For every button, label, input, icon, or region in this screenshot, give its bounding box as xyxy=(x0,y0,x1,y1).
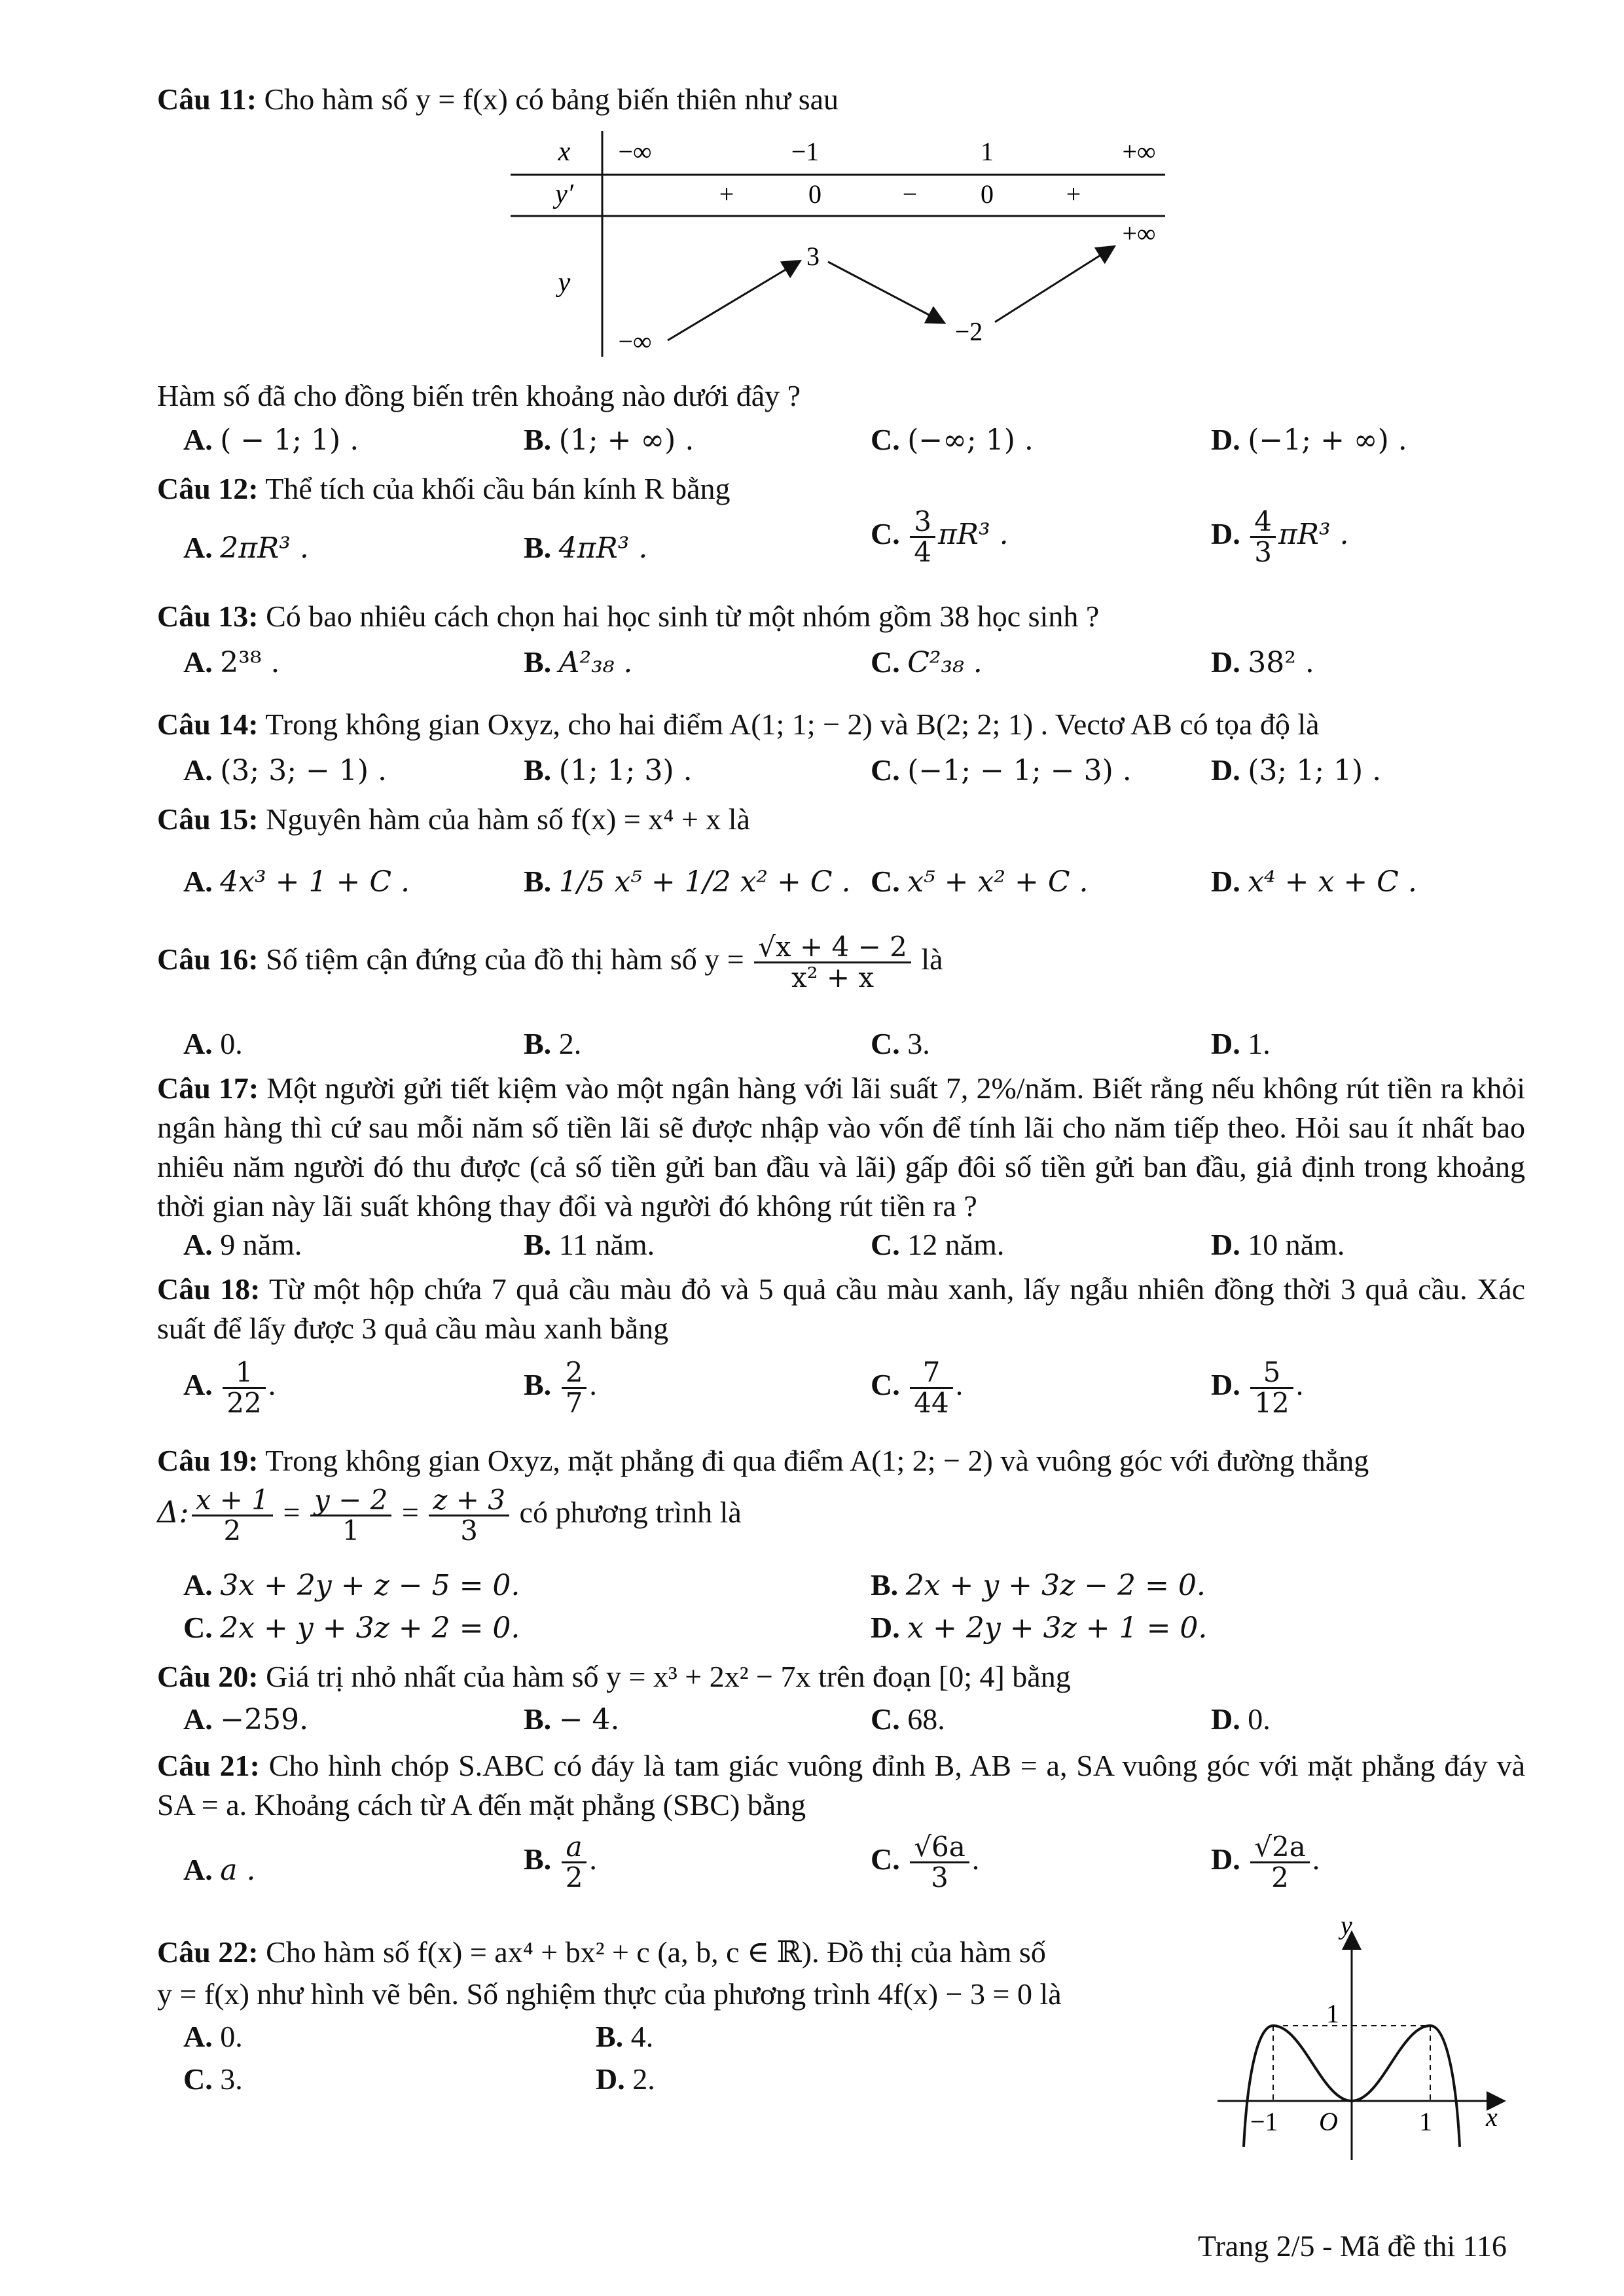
q14-option-d[interactable]: D. (3; 1; 1) . xyxy=(1211,753,1382,787)
q15-label: Câu 15: xyxy=(157,802,259,836)
q19-option-a[interactable]: A. 3x + 2y + z − 5 = 0. xyxy=(183,1568,520,1602)
q21-stem xyxy=(157,1746,1525,1825)
row-x-label: x xyxy=(558,137,571,167)
q18-text: Từ một hộp chứa 7 quả cầu màu đỏ và 5 quả cầu màu xanh, lấy ngẫu nhiên đồng thời 3 quả cầu. Xác suất để lấy được 3 quả cầu màu xanh bằng xyxy=(157,1272,1525,1345)
q21-option-b[interactable]: B. $\frac{a}{2}$ . xyxy=(524,1831,597,1894)
row-yprime-label: y′ xyxy=(555,179,573,209)
q18-option-d[interactable]: D. $\frac{5}{12}$ . xyxy=(1211,1356,1304,1420)
q22-option-a[interactable]: A. 0. xyxy=(183,2020,243,2053)
q11-label: Câu 11: xyxy=(157,82,257,116)
q14-label: Câu 14: xyxy=(157,708,259,741)
q16-label: Câu 16: xyxy=(157,942,259,977)
q16-option-b[interactable]: B. 2. xyxy=(524,1027,582,1060)
q13-stem xyxy=(157,599,1099,634)
q16-fraction: $\frac{√x + 4 - 2}{\text{x² + x}}$ xyxy=(754,933,911,992)
x-val: +∞ xyxy=(1122,137,1156,166)
q13-label: Câu 13: xyxy=(157,600,259,633)
q15-text: Nguyên hàm của hàm số f(x) = x⁴ + x là xyxy=(266,802,750,836)
q16-stem xyxy=(157,933,943,992)
q15-option-d[interactable]: D. x⁴ + x + C . xyxy=(1211,865,1417,899)
q16-option-c[interactable]: C. 3. xyxy=(871,1027,930,1060)
q11-option-c[interactable]: C. (−∞; 1) . xyxy=(871,423,1034,457)
q11-option-b[interactable]: B. (1; + ∞) . xyxy=(524,423,695,457)
increase-arrow xyxy=(995,247,1113,322)
q14-option-c[interactable]: C. (−1; − 1; − 3) . xyxy=(871,753,1132,787)
variation-table xyxy=(511,131,1185,367)
y-val: 3 xyxy=(806,242,820,271)
q13-option-c[interactable]: C. C²₃₈ . xyxy=(871,645,983,679)
tick-label-one: 1 xyxy=(1419,2107,1432,2136)
q17-option-c[interactable]: C. 12 năm. xyxy=(871,1228,1005,1261)
q11-option-a[interactable]: A. ( − 1; 1) . xyxy=(183,423,359,457)
q11-text: Cho hàm số y = f(x) có bảng biến thiên như sau xyxy=(264,82,839,116)
q16-text-after: là xyxy=(921,942,943,977)
q14-option-b[interactable]: B. (1; 1; 3) . xyxy=(524,753,693,787)
q12-stem xyxy=(157,471,731,506)
x-axis-label: x xyxy=(1486,2102,1498,2132)
q22-option-d[interactable]: D. 2. xyxy=(596,2062,655,2096)
q20-option-d[interactable]: D. 0. xyxy=(1211,1702,1271,1736)
q17-text: Một người gửi tiết kiệm vào một ngân hàng với lãi suất 7, 2%/năm. Biết rằng nếu không rút tiền ra khỏi ngân hàng thì cứ sau mỗi năm số tiền lãi sẽ được nhập vào vốn để tính lãi cho năm tiếp theo. Hỏi sau ít nhất bao nhiêu năm người đó thu được (cả số tiền gửi ban đầu và lãi) gấp đôi số tiền gửi ban đầu, giả định trong khoảng thời gian này lãi suất không thay đổi và người đó không rút tiền ra ? xyxy=(157,1071,1526,1223)
q21-option-a[interactable]: A. a . xyxy=(183,1853,256,1887)
q16-option-d[interactable]: D. 1. xyxy=(1211,1027,1271,1060)
q19-option-c[interactable]: C. 2x + y + 3z + 2 = 0. xyxy=(183,1611,520,1645)
q12-text: Thể tích của khối cầu bán kính R bằng xyxy=(265,472,731,505)
q11-question: Hàm số đã cho đồng biến trên khoảng nào dưới đây ? xyxy=(157,379,801,412)
q16-option-a[interactable]: A. 0. xyxy=(183,1027,243,1060)
q13-option-a[interactable]: A. 2³⁸ . xyxy=(183,645,280,679)
q19-text: Trong không gian Oxyz, mặt phẳng đi qua điểm A(1; 2; − 2) và vuông góc với đường thẳng xyxy=(265,1444,1369,1477)
q12-option-d[interactable]: D. $\frac{4}{3}$ πR³ . xyxy=(1211,505,1349,569)
q14-stem xyxy=(157,707,1320,742)
y-val: −∞ xyxy=(618,327,652,356)
q18-stem xyxy=(157,1270,1525,1348)
q21-text: Cho hình chóp S.ABC có đáy là tam giác vuông đỉnh B, AB = a, SA vuông góc với mặt phẳng đáy và SA = a. Khoảng cách từ A đến mặt phẳng (SBC) bằng xyxy=(157,1749,1525,1821)
q19-stem xyxy=(157,1443,1369,1478)
q20-stem xyxy=(157,1659,1071,1694)
decrease-arrow xyxy=(828,262,943,322)
q15-option-a[interactable]: A. 4x³ + 1 + C . xyxy=(183,865,410,899)
yprime-sign: 0 xyxy=(981,179,994,209)
origin-label: O xyxy=(1319,2107,1338,2136)
q12-label: Câu 12: xyxy=(157,472,259,505)
function-graph xyxy=(1211,1918,1512,2166)
yprime-sign: + xyxy=(1066,179,1081,209)
yprime-sign: 0 xyxy=(808,179,821,209)
q15-option-c[interactable]: C. x⁵ + x² + C . xyxy=(871,865,1089,899)
q18-option-a[interactable]: A. $\frac{1}{22}$ . xyxy=(183,1356,276,1420)
q20-label: Câu 20: xyxy=(157,1660,259,1693)
q13-option-b[interactable]: B. A²₃₈ . xyxy=(524,645,633,679)
q18-label: Câu 18: xyxy=(157,1272,261,1306)
q19-option-d[interactable]: D. x + 2y + 3z + 1 = 0. xyxy=(871,1611,1208,1645)
q17-option-b[interactable]: B. 11 năm. xyxy=(524,1228,655,1261)
q22-stem xyxy=(157,1934,1046,1969)
y-val: +∞ xyxy=(1122,219,1156,248)
q20-text: Giá trị nhỏ nhất của hàm số y = x³ + 2x² − 7x trên đoạn [0; 4] bằng xyxy=(266,1660,1071,1693)
x-val: −∞ xyxy=(618,137,652,166)
q20-option-b[interactable]: B. − 4. xyxy=(524,1702,620,1736)
q19-option-b[interactable]: B. 2x + y + 3z − 2 = 0. xyxy=(871,1568,1206,1602)
q16-text: Số tiệm cận đứng của đồ thị hàm số y = xyxy=(266,942,744,977)
row-y-label: y xyxy=(558,268,571,298)
q21-label: Câu 21: xyxy=(157,1749,260,1782)
q13-option-d[interactable]: D. 38² . xyxy=(1211,645,1314,679)
q20-option-a[interactable]: A. −259. xyxy=(183,1702,309,1736)
q18-option-b[interactable]: B. $\frac{2}{7}$ . xyxy=(524,1356,597,1420)
x-val: −1 xyxy=(791,137,820,166)
q15-option-b[interactable]: B. 1/5 x⁵ + 1/2 x² + C . xyxy=(524,865,851,899)
yprime-sign: − xyxy=(902,179,918,209)
tick-label-y-one: 1 xyxy=(1326,1999,1339,2028)
q15-stem xyxy=(157,802,750,836)
q22-option-c[interactable]: C. 3. xyxy=(183,2062,243,2096)
x-val: 1 xyxy=(981,137,994,166)
increase-arrow xyxy=(668,262,799,340)
q22-text-line1: Cho hàm số f(x) = ax⁴ + bx² + c (a, b, c ∈ ℝ). Đồ thị của hàm số xyxy=(266,1935,1046,1969)
q14-option-a[interactable]: A. (3; 3; − 1) . xyxy=(183,753,387,787)
q19-label: Câu 19: xyxy=(157,1444,259,1477)
q14-text: Trong không gian Oxyz, cho hai điểm A(1; 1; − 2) và B(2; 2; 1) . Vectơ AB có tọa độ là xyxy=(265,708,1320,741)
q18-option-c[interactable]: C. $\frac{7}{44}$ . xyxy=(871,1356,964,1420)
q12-option-c[interactable]: C. $\frac{3}{4}$ πR³ . xyxy=(871,505,1009,569)
q21-option-c[interactable]: C. $\frac{√6a}{3}$ . xyxy=(871,1831,980,1894)
q12-option-b[interactable]: B. 4πR³ . xyxy=(524,531,648,565)
q17-option-a[interactable]: A. 9 năm. xyxy=(183,1228,302,1261)
q19-line-equation: Δ: $\frac{x + 1}{2}$ = $\frac{y - 2}{1}$ = $\frac{z + 3}{3}$ có phương trình là xyxy=(157,1484,742,1547)
q17-stem xyxy=(157,1069,1525,1226)
q22-label: Câu 22: xyxy=(157,1935,259,1969)
yprime-sign: + xyxy=(719,179,734,209)
q17-option-d[interactable]: D. 10 năm. xyxy=(1211,1228,1345,1261)
y-val: −2 xyxy=(954,317,983,346)
q12-option-a[interactable]: A. 2πR³ . xyxy=(183,531,309,565)
tick-label-neg-one: −1 xyxy=(1250,2107,1278,2136)
page-footer: Trang 2/5 - Mã đề thi 116 xyxy=(1198,2229,1507,2263)
y-axis-label: y xyxy=(1341,1918,1352,1940)
q11-stem xyxy=(157,82,839,117)
q22-text-line2: y = f(x) như hình vẽ bên. Số nghiệm thực của phương trình 4f(x) − 3 = 0 là xyxy=(157,1977,1062,2011)
q21-option-d[interactable]: D. $\frac{√2a}{2}$ . xyxy=(1211,1831,1320,1894)
q20-option-c[interactable]: C. 68. xyxy=(871,1702,945,1736)
q22-option-b[interactable]: B. 4. xyxy=(596,2020,654,2053)
q13-text: Có bao nhiêu cách chọn hai học sinh từ một nhóm gồm 38 học sinh ? xyxy=(266,600,1100,633)
q17-label: Câu 17: xyxy=(157,1071,259,1105)
q11-option-d[interactable]: D. (−1; + ∞) . xyxy=(1211,423,1407,457)
